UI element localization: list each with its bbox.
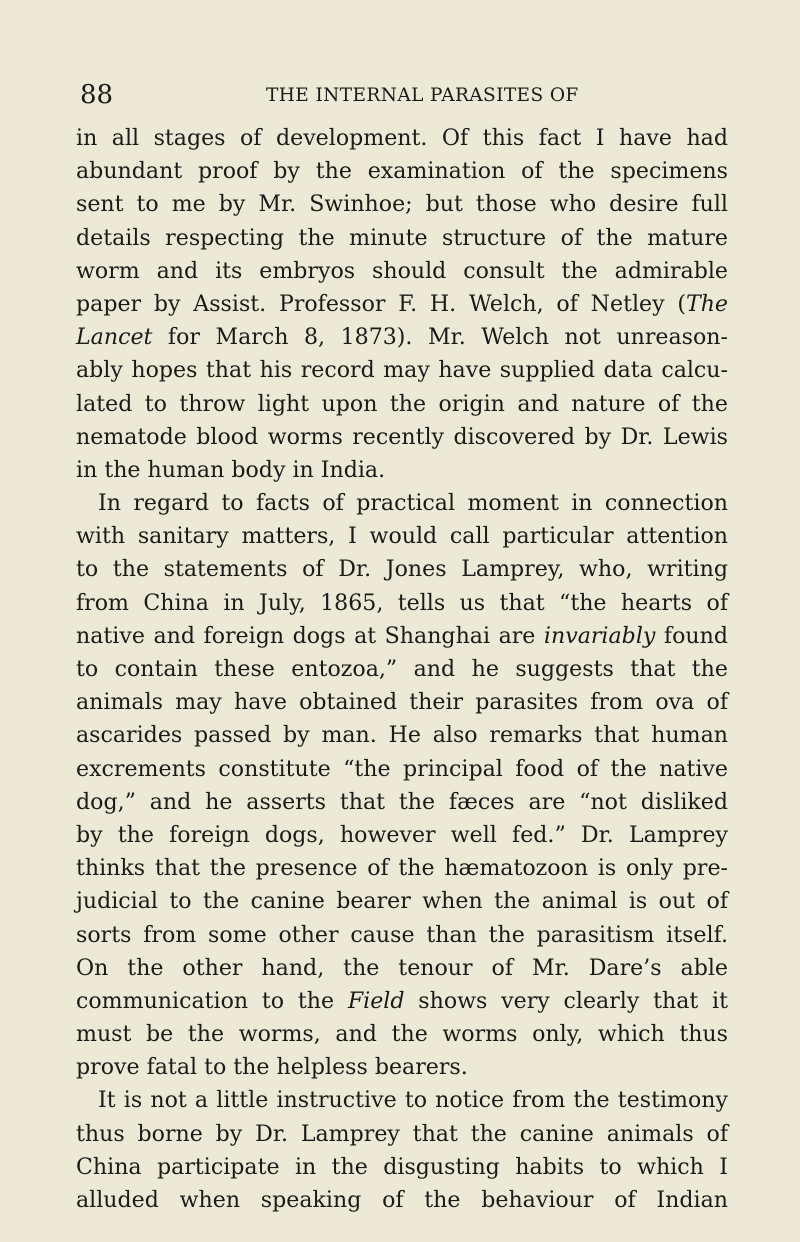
text-segment: China participate in the disgusting habits to which I	[76, 1153, 728, 1180]
text-segment: native and foreign dogs at Shanghai are	[76, 622, 544, 649]
text-segment: with sanitary matters, I would call particular attention	[76, 523, 728, 550]
text-segment: in all stages of development. Of this fact I have had	[76, 125, 728, 151]
text-segment: thus borne by Dr. Lamprey that the canine animals of	[76, 1120, 728, 1147]
text-segment: On the other hand, the tenour of Mr. Dare’s able	[76, 954, 728, 981]
text-segment: ably hopes that his record may have supplied data calcu-	[76, 357, 728, 384]
text-segment: paper by Assist. Professor F. H. Welch, of Netley (	[76, 290, 686, 317]
text-segment: excrements constitute “the principal food of the native	[76, 755, 728, 782]
italic-text: invariably	[543, 622, 656, 649]
text-segment: found	[655, 622, 728, 649]
text-line	[76, 1118, 728, 1151]
text-segment: judicial to the canine bearer when the animal is out of	[76, 888, 728, 915]
text-segment: by the foreign dogs, however well fed.” Dr. Lamprey	[76, 821, 728, 848]
text-segment: communication to the	[76, 987, 348, 1014]
text-line	[76, 354, 728, 387]
text-line	[76, 155, 728, 188]
text-segment: in the human body in India.	[76, 456, 386, 483]
text-segment: shows very clearly that it	[404, 987, 728, 1014]
text-line	[76, 686, 728, 719]
italic-text: The	[685, 290, 728, 317]
text-segment: prove fatal to the helpless bearers.	[76, 1054, 468, 1081]
text-segment: sorts from some other cause than the parasitism itself.	[76, 921, 728, 948]
text-line	[76, 587, 728, 620]
text-segment: worm and its embryos should consult the admirable	[76, 257, 728, 284]
text-segment: details respecting the minute structure of the mature	[76, 224, 728, 251]
text-segment: alluded when speaking of the behaviour of Indian	[76, 1187, 728, 1213]
text-line	[76, 421, 728, 454]
text-segment: lated to throw light upon the origin and nature of the	[76, 390, 728, 417]
text-line	[76, 1151, 728, 1184]
italic-text: Lancet	[76, 324, 153, 351]
text-line	[76, 1018, 728, 1051]
text-segment: from China in July, 1865, tells us that “the hearts of	[76, 589, 728, 616]
text-segment: sent to me by Mr. Swinhoe; but those who desire full	[76, 191, 728, 218]
text-line	[76, 520, 728, 553]
text-line	[76, 122, 728, 155]
text-segment: must be the worms, and the worms only, which thus	[76, 1021, 728, 1048]
text-line	[76, 388, 728, 421]
text-line	[76, 719, 728, 752]
text-line	[76, 487, 728, 520]
text-line	[76, 1051, 728, 1084]
text-line	[76, 620, 728, 653]
text-segment: animals may have obtained their parasites from ova of	[76, 689, 728, 716]
page-number: 88	[80, 80, 114, 110]
text-line	[76, 188, 728, 221]
text-segment: dog,” and he asserts that the fæces are “not disliked	[76, 788, 728, 815]
running-head	[80, 80, 740, 110]
text-segment: to the statements of Dr. Jones Lamprey, who, writing	[76, 556, 728, 583]
text-segment: abundant proof by the examination of the specimens	[76, 158, 728, 185]
text-line	[76, 919, 728, 952]
text-line	[76, 819, 728, 852]
text-line	[76, 653, 728, 686]
text-line	[76, 852, 728, 885]
text-segment: It is not a little instructive to notice from the testimony	[98, 1087, 728, 1114]
text-segment: ascarides passed by man. He also remarks that human	[76, 722, 728, 749]
text-line	[76, 885, 728, 918]
text-line	[76, 222, 728, 255]
body-text	[76, 122, 728, 1217]
text-line	[76, 255, 728, 288]
italic-text: Field	[347, 987, 405, 1014]
text-line	[76, 553, 728, 586]
text-line	[76, 952, 728, 985]
text-line	[76, 786, 728, 819]
text-segment: to contain these entozoa,” and he suggests that the	[76, 656, 728, 682]
text-line	[76, 753, 728, 786]
text-line	[76, 454, 728, 487]
text-segment: for March 8, 1873). Mr. Welch not unreason-	[152, 324, 728, 351]
text-line	[76, 985, 728, 1018]
text-line	[76, 1184, 728, 1217]
text-line	[76, 1084, 728, 1117]
text-line	[76, 321, 728, 354]
text-segment: In regard to facts of practical moment in connection	[98, 490, 728, 517]
text-line	[76, 288, 728, 321]
text-segment: nematode blood worms recently discovered by Dr. Lewis	[76, 423, 728, 450]
text-segment: thinks that the presence of the hæmatozoon is only pre-	[76, 855, 728, 882]
running-title: THE INTERNAL PARASITES OF	[266, 85, 579, 106]
